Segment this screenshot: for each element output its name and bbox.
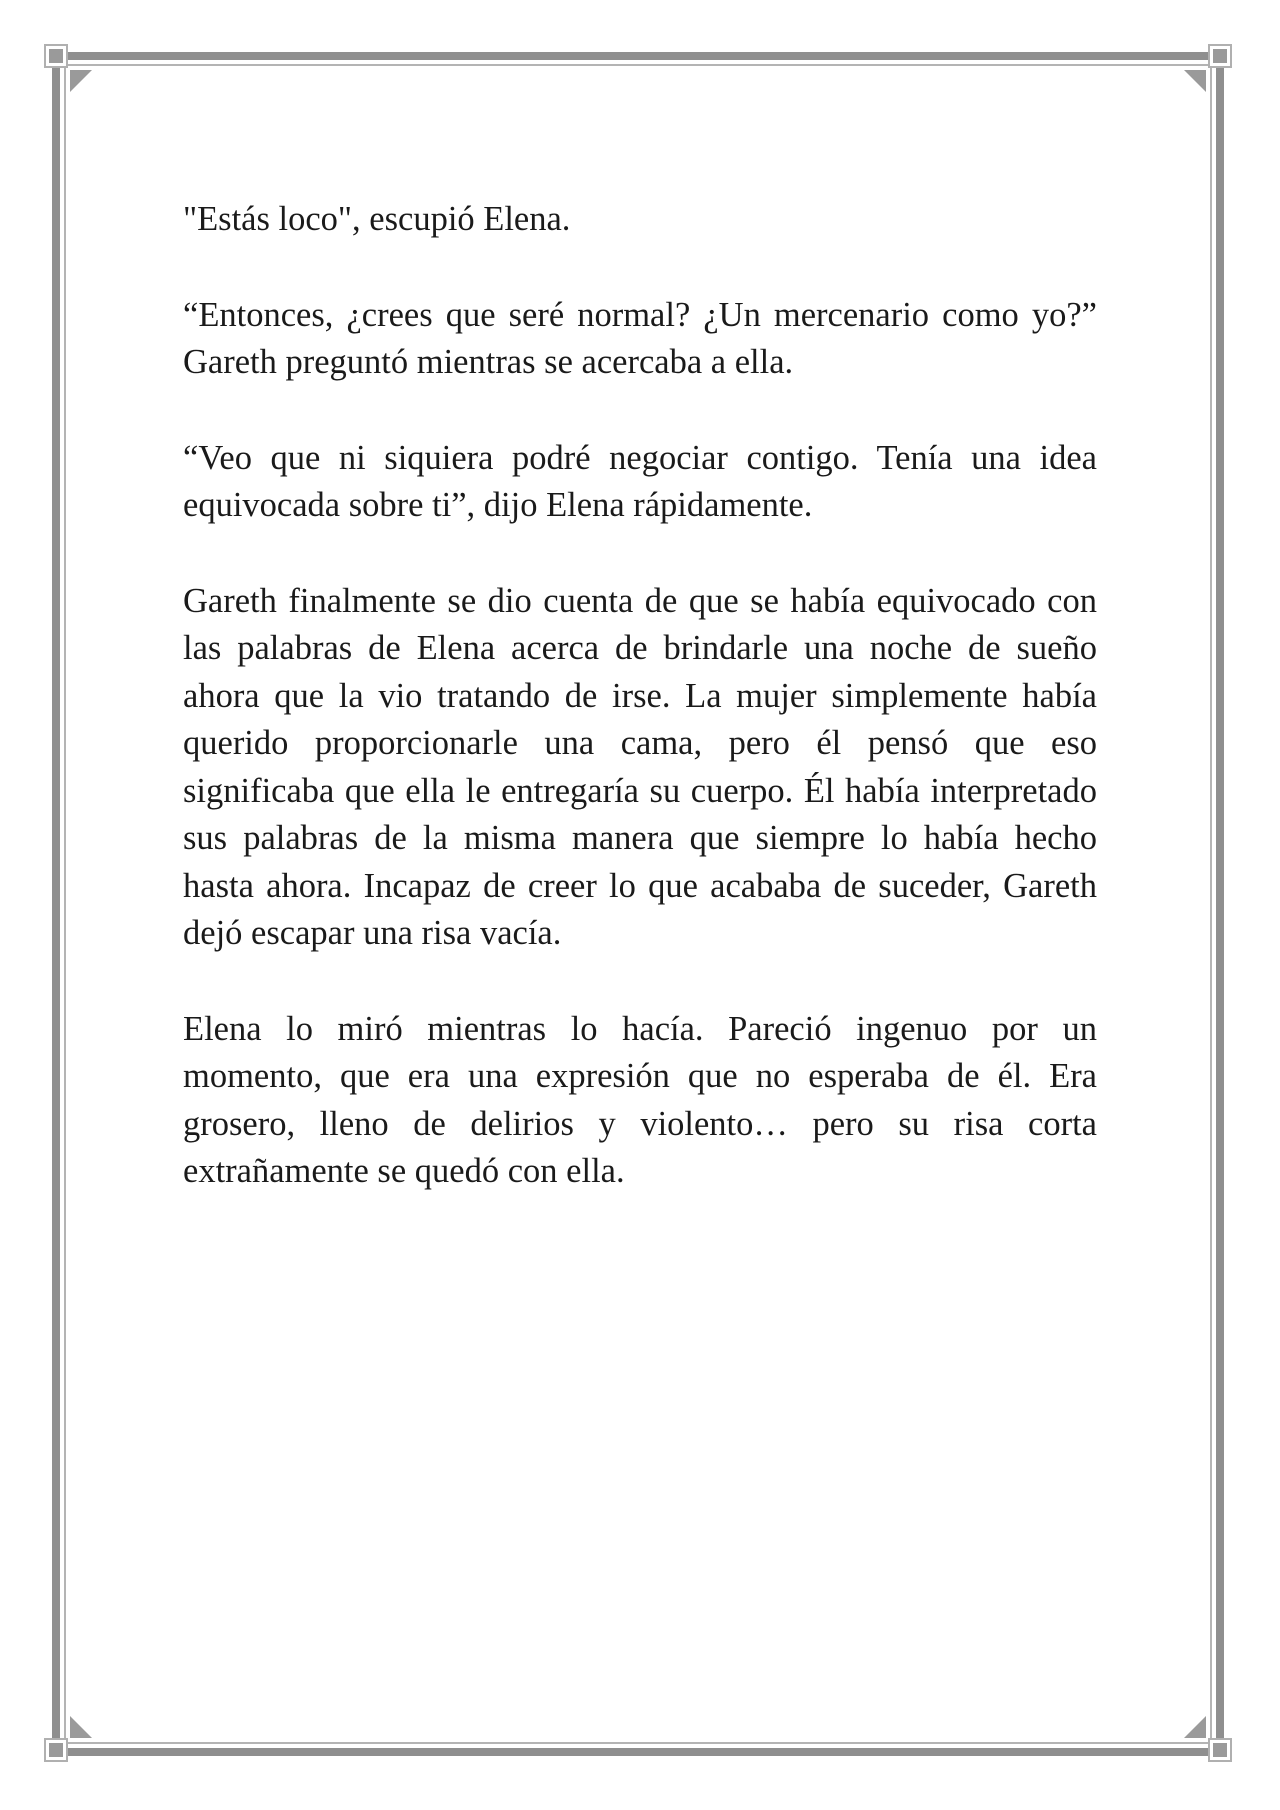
frame-corner-triangle-top-right (1184, 70, 1206, 92)
frame-corner-ornament-bottom-right (1213, 1743, 1227, 1757)
frame-corner-ornament-top-right (1213, 49, 1227, 63)
story-text-block (183, 196, 1097, 1244)
paragraph-2: “Entonces, ¿crees que seré normal? ¿Un mercenario como yo?” Gareth preguntó mientras se acercaba a ella. (183, 295, 1097, 381)
frame-corner-ornament-top-left (49, 49, 63, 63)
paragraph-4: Gareth finalmente se dio cuenta de que se había equivocado con las palabras de Elena acerca de brindarle una noche de sueño ahora que la vio tratando de irse. La mujer simplemente había querido proporcionarle una cama, pero él pensó que eso significaba que ella le entregaría su cuerpo. Él había interpretado sus palabras de la misma manera que siempre lo había hecho hasta ahora. Incapaz de creer lo que acababa de suceder, Gareth dejó escapar una risa vacía. (183, 581, 1097, 952)
paragraph-3: “Veo que ni siquiera podré negociar contigo. Tenía una idea equivocada sobre ti”, dijo Elena rápidamente. (183, 438, 1097, 524)
paragraph-5: Elena lo miró mientras lo hacía. Pareció ingenuo por un momento, que era una expresión que no esperaba de él. Era grosero, lleno de delirios y violento… pero su risa corta extrañamente se quedó con ella. (183, 1009, 1097, 1190)
frame-corner-triangle-bottom-right (1184, 1716, 1206, 1738)
frame-corner-triangle-bottom-left (70, 1716, 92, 1738)
frame-corner-triangle-top-left (70, 70, 92, 92)
paragraph-1: "Estás loco", escupió Elena. (183, 200, 571, 238)
frame-corner-ornament-bottom-left (49, 1743, 63, 1757)
